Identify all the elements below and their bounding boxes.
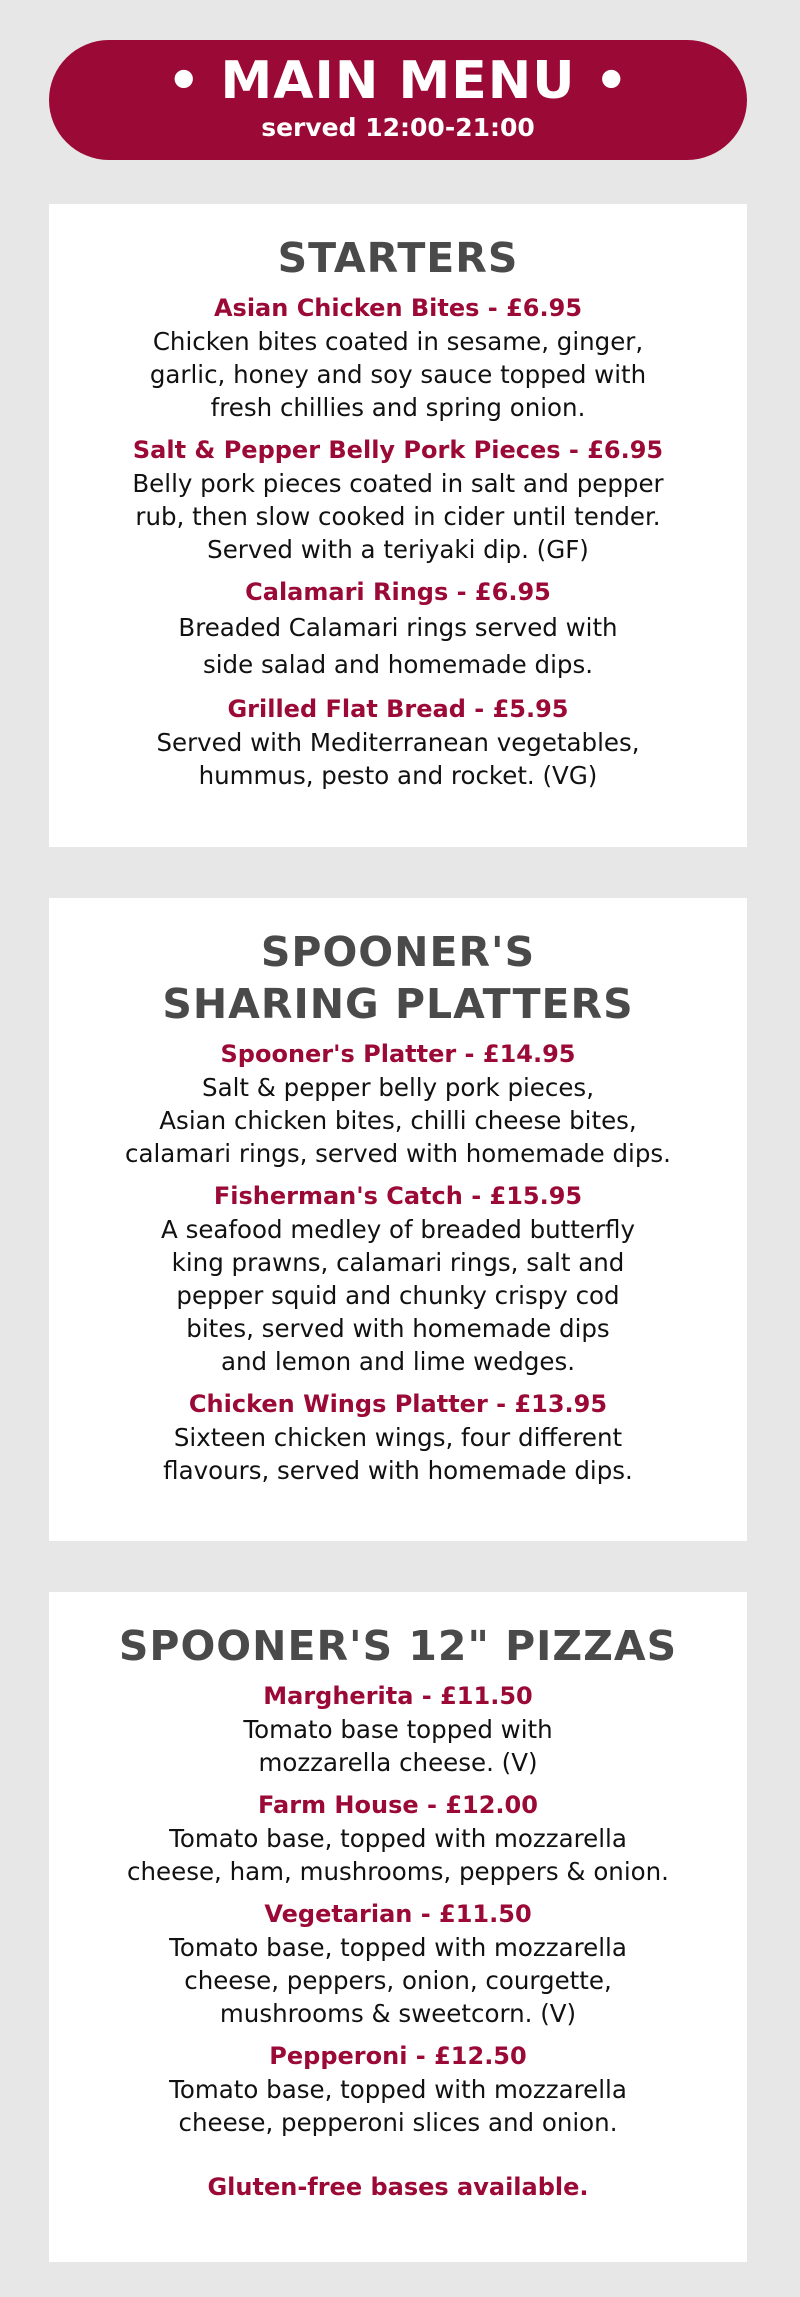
menu-item — [49, 1388, 747, 1487]
item-description: Tomato base, topped with mozzarella cheese, pepperoni slices and onion. — [169, 2075, 627, 2137]
item-name: Salt & Pepper Belly Pork Pieces - £6.95 — [132, 436, 664, 464]
gluten-free-note: Gluten-free bases available. — [207, 2173, 589, 2201]
menu-item — [49, 693, 747, 792]
section-title: SPOONER'S SHARING PLATTERS — [162, 928, 634, 1028]
item-description: Breaded Calamari rings served with side salad and homemade dips. — [178, 613, 618, 679]
item-description: Tomato base, topped with mozzarella cheese, ham, mushrooms, peppers & onion. — [127, 1824, 669, 1886]
item-description: Sixteen chicken wings, four different flavours, served with homemade dips. — [163, 1423, 633, 1485]
menu-item — [49, 1180, 747, 1378]
item-name: Margherita - £11.50 — [263, 1682, 533, 1710]
item-name: Vegetarian - £11.50 — [264, 1900, 532, 1928]
menu-item — [49, 2040, 747, 2139]
menu-item — [49, 292, 747, 424]
pizzas-section — [49, 1592, 747, 2262]
menu-item — [49, 576, 747, 683]
item-name: Asian Chicken Bites - £6.95 — [213, 294, 583, 322]
item-description: Salt & pepper belly pork pieces, Asian chicken bites, chilli cheese bites, calamari rings, served with homemade dips. — [125, 1073, 671, 1168]
item-name: Farm House - £12.00 — [258, 1791, 538, 1819]
menu-header-banner — [49, 40, 747, 160]
item-description: Chicken bites coated in sesame, ginger, garlic, honey and soy sauce topped with fresh chillies and spring onion. — [149, 327, 647, 422]
item-name: Pepperoni - £12.50 — [269, 2042, 527, 2070]
starters-section — [49, 204, 747, 847]
item-name: Calamari Rings - £6.95 — [245, 578, 551, 606]
menu-title: • MAIN MENU • — [167, 51, 629, 111]
item-name: Fisherman's Catch - £15.95 — [213, 1182, 583, 1210]
serving-hours: served 12:00-21:00 — [261, 113, 535, 142]
item-name: Spooner's Platter - £14.95 — [220, 1040, 576, 1068]
menu-item — [49, 434, 747, 566]
sharing-platters-section — [49, 898, 747, 1541]
item-name: Chicken Wings Platter - £13.95 — [188, 1390, 608, 1418]
menu-item — [49, 1789, 747, 1888]
item-description: Tomato base topped with mozzarella cheese. (V) — [243, 1715, 553, 1777]
item-description: Served with Mediterranean vegetables, hummus, pesto and rocket. (VG) — [156, 728, 640, 790]
item-description: A seafood medley of breaded butterfly king prawns, calamari rings, salt and pepper squid and chunky crispy cod bites, served with homemade dips and lemon and lime wedges. — [161, 1215, 635, 1376]
item-description: Belly pork pieces coated in salt and pepper rub, then slow cooked in cider until tender. Served with a teriyaki dip. (GF) — [132, 469, 664, 564]
item-name: Grilled Flat Bread - £5.95 — [227, 695, 569, 723]
menu-item — [49, 1898, 747, 2030]
menu-item — [49, 1038, 747, 1170]
section-title: STARTERS — [277, 234, 519, 282]
menu-item — [49, 1680, 747, 1779]
section-title: SPOONER'S 12" PIZZAS — [118, 1622, 678, 1670]
item-description: Tomato base, topped with mozzarella cheese, peppers, onion, courgette, mushrooms & sweetcorn. (V) — [169, 1933, 627, 2028]
